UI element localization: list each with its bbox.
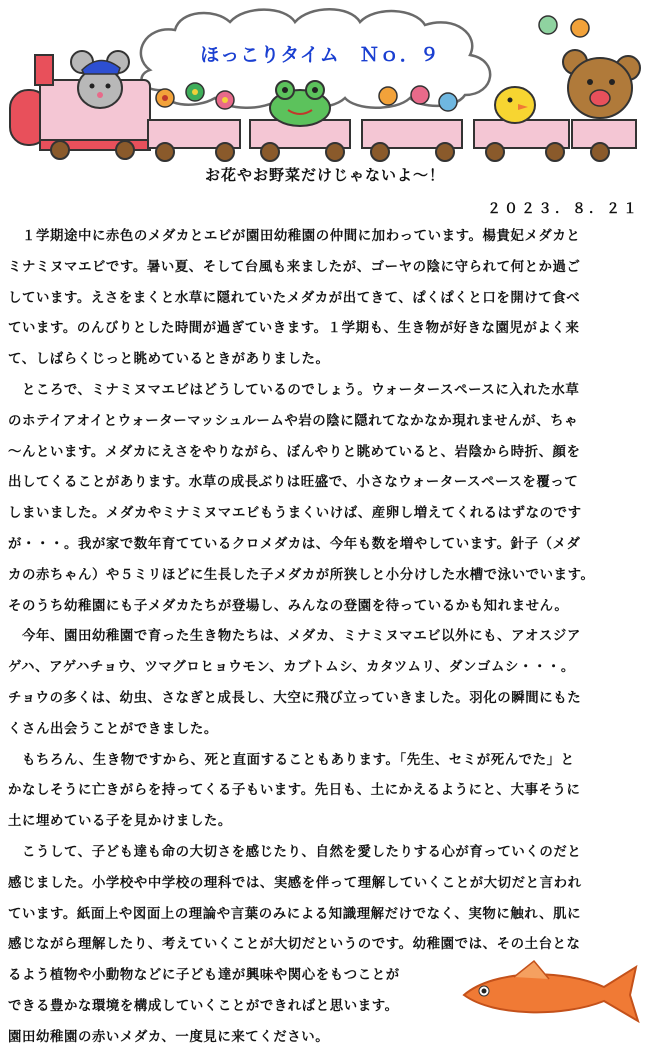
medaka-fish-icon (454, 957, 644, 1027)
train-cars (148, 120, 636, 161)
body-line: が・・・。我が家で数年育てているクロメダカは、今年も数を増やしています。針子（メダ (8, 536, 581, 552)
train-illustration-icon (0, 0, 650, 170)
chick-icon (495, 87, 535, 123)
body-line: 園田幼稚園の赤いメダカ、一度見に来てください。 (8, 1029, 330, 1045)
body-line: ゲハ、アゲハチョウ、ツマグロヒョウモン、カブトムシ、カタツムリ、ダンゴムシ・・・。 (8, 660, 575, 676)
body-line: １学期途中に赤色のメダカとエビが園田幼稚園の仲間に加わっています。楊貴妃メダカと (8, 229, 581, 244)
subtitle: お花やお野菜だけじゃないよ～！ (204, 166, 445, 184)
body-line: かなしそうに亡きがらを持ってくる子もいます。先日も、土にかえるようにと、大事そうに (8, 783, 581, 799)
body-line: て、しばらくじっと眺めているときがありました。 (8, 352, 330, 368)
page-title: ほっこりタイム Ｎｏ．９ (200, 44, 440, 66)
body-line: 出してくることがあります。水草の成長ぶりは旺盛で、小さなウォータースペースを覆って (8, 475, 579, 491)
body-line: 感じながら理解したり、考えていくことが大切だというのです。幼稚園では、その土台とな (8, 937, 581, 953)
body-text (8, 222, 648, 1054)
body-line: ところで、ミナミヌマエビはどうしているのでしょう。ウォータースペースに入れた水草 (8, 382, 580, 398)
body-line: ています。のんびりとした時間が過ぎていきます。１学期も、生き物が好きな園児がよく来 (8, 321, 580, 337)
body-line: ミナミヌマエビです。暑い夏、そして台風も来ましたが、ゴーヤの陰に守られて何とか過ご (8, 259, 581, 275)
body-line: もちろん、生き物ですから、死と直面することもあります。「先生、セミが死んでた」と (8, 752, 575, 768)
body-line: ～んといます。メダカにえさをやりながら、ぼんやりと眺めていると、岩陰から時折、顔を (8, 444, 581, 460)
body-line: こうして、子ども達も命の大切さを感じたり、自然を愛したりする心が育っていくのだと (8, 844, 582, 860)
body-line: カの赤ちゃん）や５ミリほどに生長した子メダカが所狭しと小分けした水槽で泳いでいます。 (8, 567, 595, 583)
header-illustration (0, 0, 650, 175)
body-line: るよう植物や小動物などに子ども達が興味や関心をもつことが (8, 968, 400, 984)
body-line: しまいました。メダカやミナミヌマエビもうまくいけば、産卵し増えてくれるはずなのです (8, 506, 582, 522)
body-line: チョウの多くは、幼虫、さなぎと成長し、大空に飛び立っていきました。羽化の瞬間にもた (8, 690, 582, 706)
bear-icon (563, 50, 640, 118)
body-line: くさん出会うことができました。 (8, 721, 218, 737)
body-line: できる豊かな環境を構成していくことができればと思います。 (8, 998, 399, 1014)
body-line: そのうち幼稚園にも子メダカたちが登場し、みんなの登園を待っているかも知れません。 (8, 598, 569, 614)
body-line: 土に埋めている子を見かけました。 (8, 814, 232, 830)
body-line: 今年、園田幼稚園で育った生き物たちは、メダカ、ミナミヌマエビ以外にも、アオスジア (8, 629, 581, 645)
body-line: ています。紙面上や図面上の理論や言葉のみによる知識理解だけでなく、実物に触れ、肌に (8, 906, 582, 922)
body-line: しています。えさをまくと水草に隠れていたメダカが出てきて、ぱくぱくと口を開けて食べ (8, 290, 581, 306)
body-line: のホテイアオイとウォーターマッシュルームや岩の陰に隠れてなかなか現れませんが、ちゃ (8, 413, 579, 429)
body-line: 感じました。小学校や中学校の理科では、実感を伴って理解していくことが大切だと言われ (8, 875, 582, 891)
date: ２０２３．８．２１ (487, 201, 640, 217)
